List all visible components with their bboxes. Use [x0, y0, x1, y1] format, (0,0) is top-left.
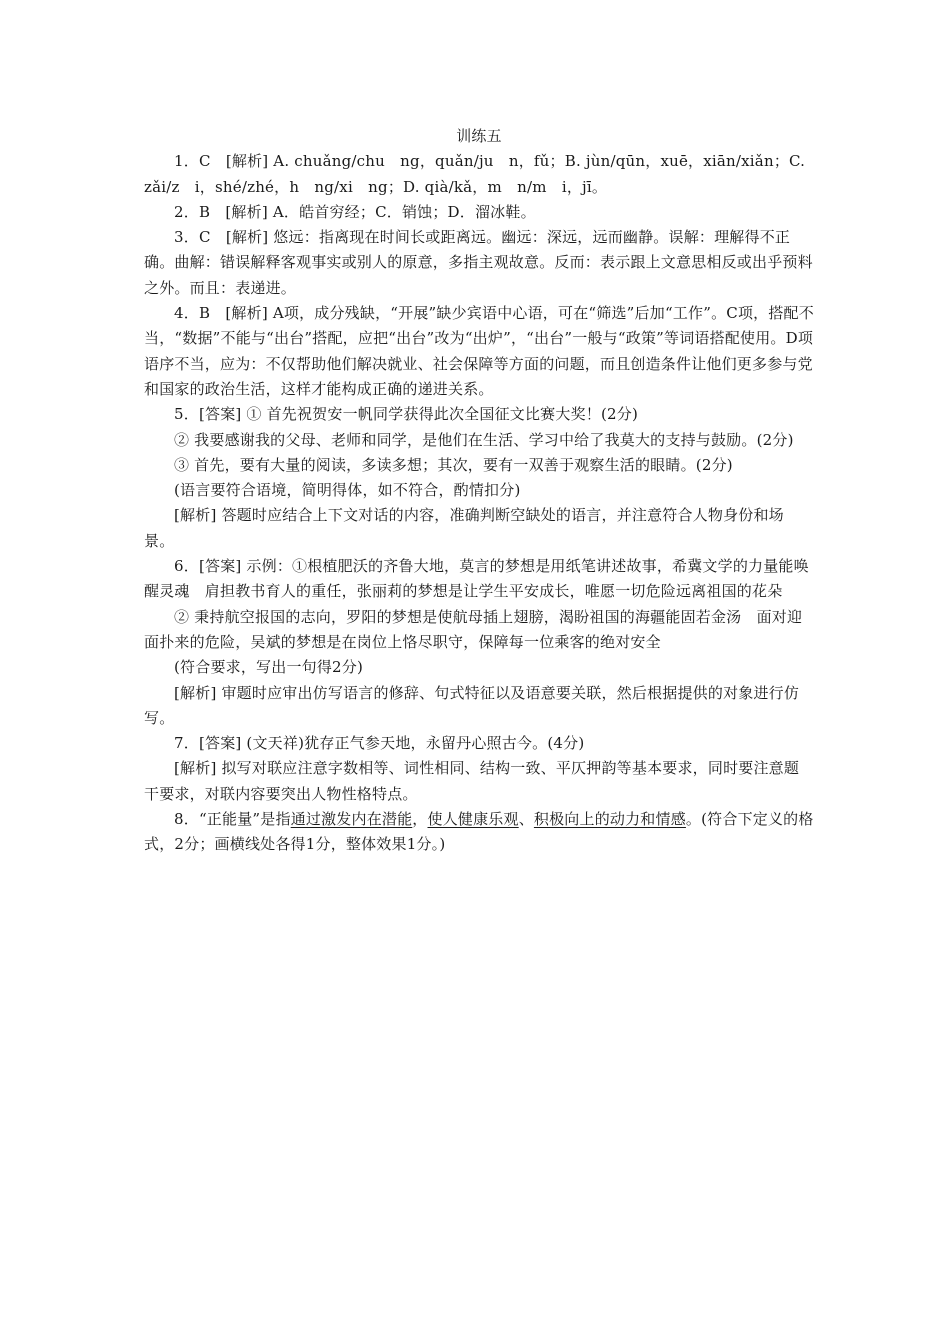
answer-5-analysis: [解析] 答题时应结合上下文对话的内容，准确判断空缺处的语言，并注意符合人物身份和场景。 — [144, 506, 784, 550]
answer-6-item-1: 6．[答案] 示例：①根植肥沃的齐鲁大地，莫言的梦想是用纸笔讲述故事，希冀文学的力量能唤醒灵魂 肩担教书育人的重任，张丽莉的梦想是让学生平安成长，唯愿一切危险远离祖国的花朵 — [144, 557, 809, 601]
answer-4: 4．B [解析] A项，成分残缺，“开展”缺少宾语中心语，可在“筛选”后加“工作”。C项，搭配不当，“数据”不能与“出台”搭配，应把“出台”改为“出炉”，“出台”一般与“政策”等词语搭配使用。D项语序不当，应为：不仅帮助他们解决就业、社会保障等方面的问题，而且创造条件让他们更多参与党和国家的政治生活，这样才能构成正确的递进关系。 — [144, 304, 814, 398]
answer-6-note: (符合要求，写出一句得2分) — [174, 658, 364, 677]
answer-8-tail: 。(符合下定义的格式，2分；画横线处各得1分，整体效果1分。) — [144, 810, 814, 854]
answer-1: 1．C [解析] A. chuǎng/chu ng，quǎn/ju n，fǔ；B. jùn/qūn，xuē，xiān/xiǎn；C. zǎi/z i，shé/zhé，h ng/xi ng；D. qià/kǎ，m n/m i，jī。 — [144, 152, 806, 196]
underlined-phrase-2: 使人健康乐观 — [427, 810, 519, 829]
document-page — [144, 124, 814, 858]
answer-7: 7．[答案] (文天祥)犹存正气参天地，永留丹心照古今。(4分) — [174, 734, 585, 753]
answer-6-item-2: ② 秉持航空报国的志向，罗阳的梦想是使航母插上翅膀，渴盼祖国的海疆能固若金汤 面对迎面扑来的危险，吴斌的梦想是在岗位上恪尽职守，保障每一位乘客的绝对安全 — [144, 607, 803, 651]
answer-5-item-2: ② 我要感谢我的父母、老师和同学，是他们在生活、学习中给了我莫大的支持与鼓励。(2分) — [174, 430, 794, 449]
answer-5-note: (语言要符合语境，简明得体，如不符合，酌情扣分) — [174, 481, 521, 500]
answer-6-analysis: [解析] 审题时应审出仿写语言的修辞、句式特征以及语意要关联，然后根据提供的对象进行仿写。 — [144, 683, 800, 727]
answer-5-item-3: ③ 首先，要有大量的阅读，多读多想；其次，要有一双善于观察生活的眼睛。(2分) — [174, 455, 733, 474]
answer-8-lead: 8．“正能量”是指 — [174, 810, 291, 829]
answer-8-sep-2: 、 — [518, 810, 534, 829]
answer-8 — [144, 807, 814, 858]
answer-3: 3．C [解析] 悠远：指离现在时间长或距离远。幽远：深远，远而幽静。误解：理解得不正确。曲解：错误解释客观事实或别人的原意，多指主观故意。反而：表示跟上文意思相反或出乎预料之外。而且：表递进。 — [144, 228, 813, 297]
answer-2: 2．B [解析] A．皓首穷经；C．销蚀；D．溜冰鞋。 — [174, 202, 536, 221]
answer-7-analysis: [解析] 拟写对联应注意字数相等、词性相同、结构一致、平仄押韵等基本要求，同时要注意题干要求，对联内容要突出人物性格特点。 — [144, 759, 800, 803]
answer-8-sep-1: ， — [412, 810, 428, 829]
underlined-phrase-3: 积极向上的动力和情感 — [533, 810, 686, 829]
answer-5-item-1: 5．[答案] ① 首先祝贺安一帆同学获得此次全国征文比赛大奖！(2分) — [174, 405, 639, 424]
page-title: 训练五 — [456, 127, 502, 145]
underlined-phrase-1: 通过激发内在潜能 — [290, 810, 413, 829]
